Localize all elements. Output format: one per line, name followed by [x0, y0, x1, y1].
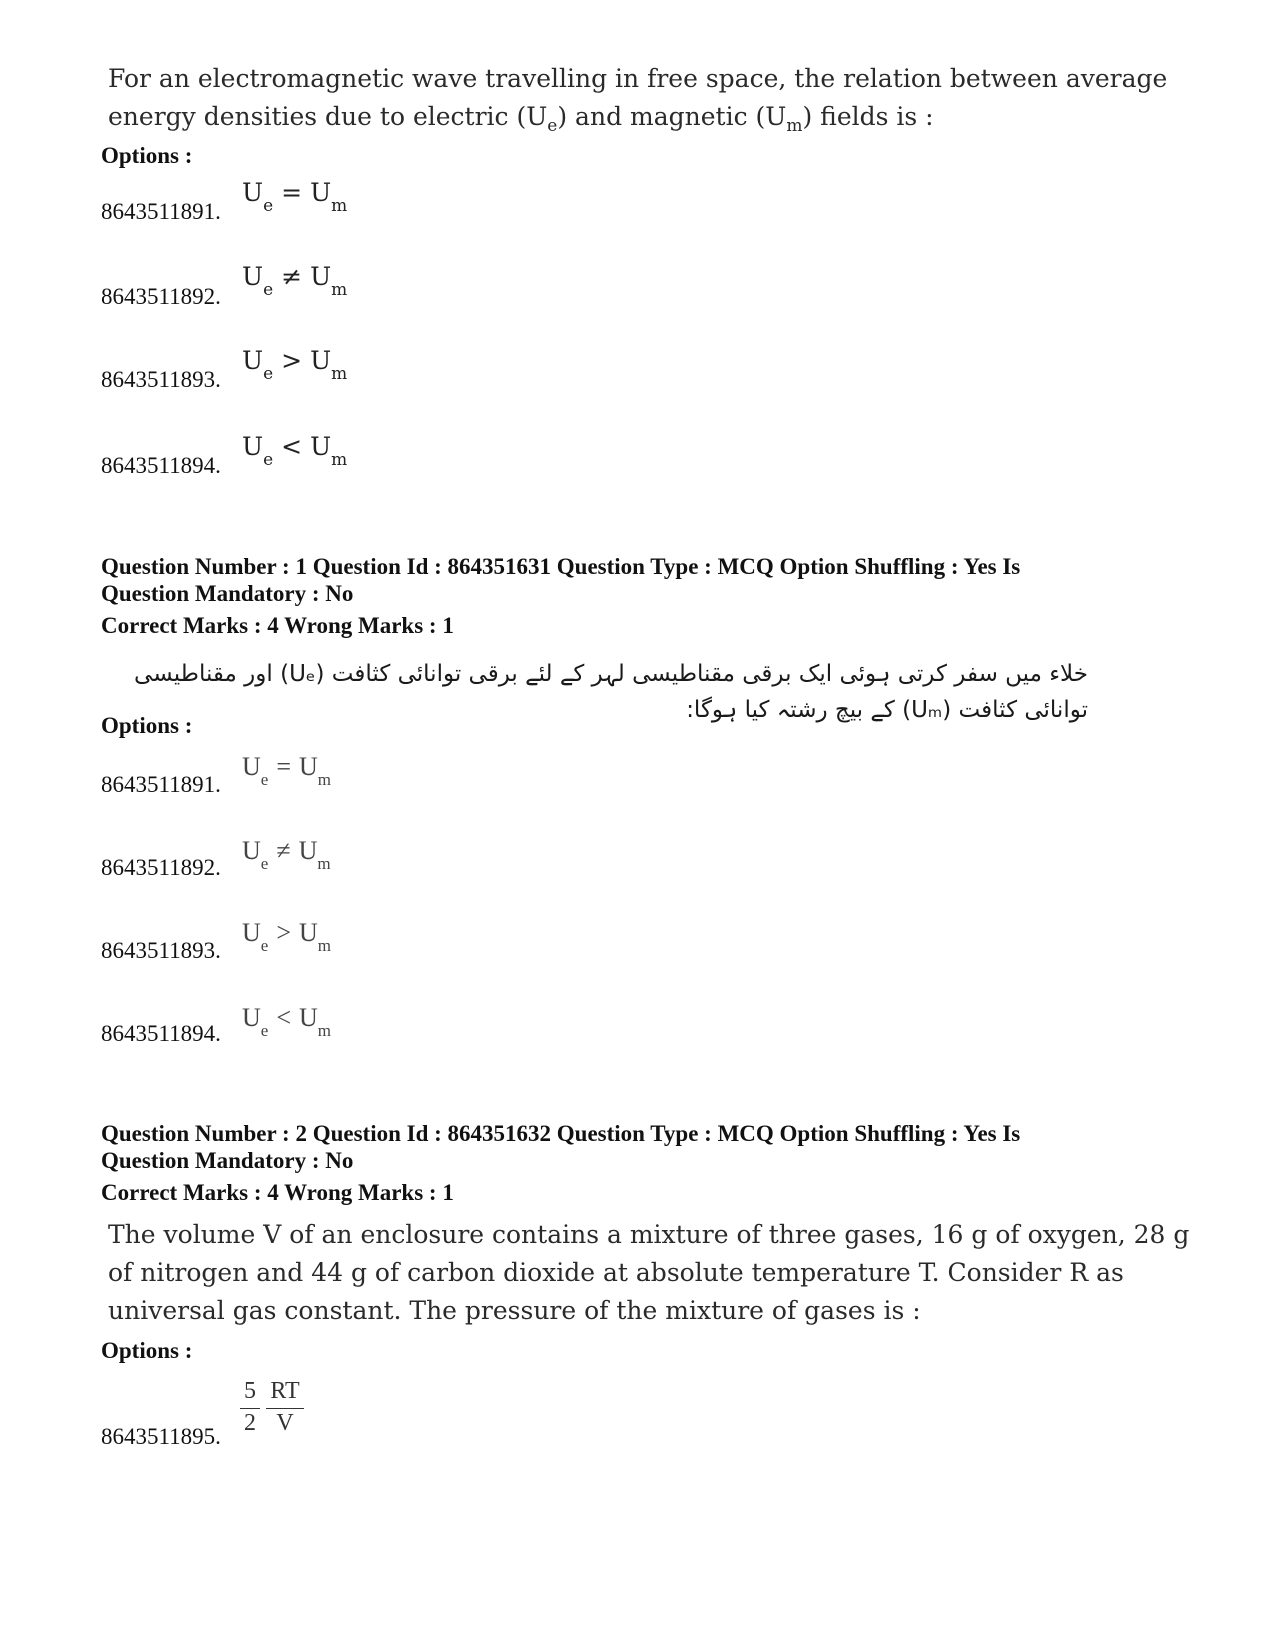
option-id: 8643511892.: [101, 855, 221, 880]
fraction-bar: [266, 1408, 304, 1409]
question-text: The volume V of an enclosure contains a mixture of three gases, 16 g of oxygen, 28 g of nitrogen and 44 g of carbon dioxide at absolute temperature T. Consider R as universal gas constant. The pressure of the mixture of gases is :: [108, 1220, 1190, 1325]
option-formula: $U_e = U_m$: [242, 752, 332, 789]
question-meta-line: Question Number : 1 Question Id : 864351631 Question Type : MCQ Option Shuffling : Yes Is: [101, 554, 1021, 579]
options-label: Options :: [101, 1338, 193, 1363]
option-formula: $U_e > U_m$: [242, 918, 332, 955]
fraction-numerator: RT: [270, 1378, 300, 1404]
urdu-question-text: خلاء میں سفر کرتی ہوئی ایک برقی مقناطیسی لہر کے لئے برقی توانائی کثافت (Uₑ) اور مقناطیسی توانائی کثافت (Uₘ) کے بیچ رشتہ کیا ہوگا:: [134, 661, 1088, 723]
question-meta-line: Question Number : 2 Question Id : 864351632 Question Type : MCQ Option Shuffling : Yes Is: [101, 1121, 1021, 1146]
option-formula: $U_e > U_m$: [242, 346, 348, 384]
question-marks: Correct Marks : 4 Wrong Marks : 1: [101, 613, 454, 638]
option-id: 8643511893.: [101, 938, 221, 963]
options-label: Options :: [101, 143, 193, 168]
option-formula: $U_e < U_m$: [242, 432, 348, 470]
option-id: 8643511894.: [101, 453, 221, 478]
options-label: Options :: [101, 713, 193, 738]
option-id: 8643511891.: [101, 772, 221, 797]
option-formula: $U_e = U_m$: [242, 178, 348, 216]
fraction-denominator: V: [276, 1410, 294, 1436]
option-id: 8643511891.: [101, 199, 221, 224]
fraction-numerator: 5: [244, 1378, 256, 1404]
option-formula: $U_e \ne U_m$: [242, 836, 331, 873]
option-id: 8643511894.: [101, 1021, 221, 1046]
option-formula: $U_e < U_m$: [242, 1003, 332, 1040]
option-formula: $U_e \ne U_m$: [242, 262, 348, 300]
option-id: 8643511892.: [101, 284, 221, 309]
question-text: For an electromagnetic wave travelling in free space, the relation between average energy densities due to electric $(U_e)$ and magnetic $(U_m)$ fields is :: [108, 64, 1168, 136]
fraction-bar: [240, 1408, 260, 1409]
option-id: 8643511893.: [101, 367, 221, 392]
question-marks: Correct Marks : 4 Wrong Marks : 1: [101, 1180, 454, 1205]
option-id: 8643511895.: [101, 1424, 221, 1449]
fraction-denominator: 2: [244, 1410, 256, 1436]
question-meta-line: Question Mandatory : No: [101, 1148, 354, 1173]
question-meta-line: Question Mandatory : No: [101, 581, 354, 606]
